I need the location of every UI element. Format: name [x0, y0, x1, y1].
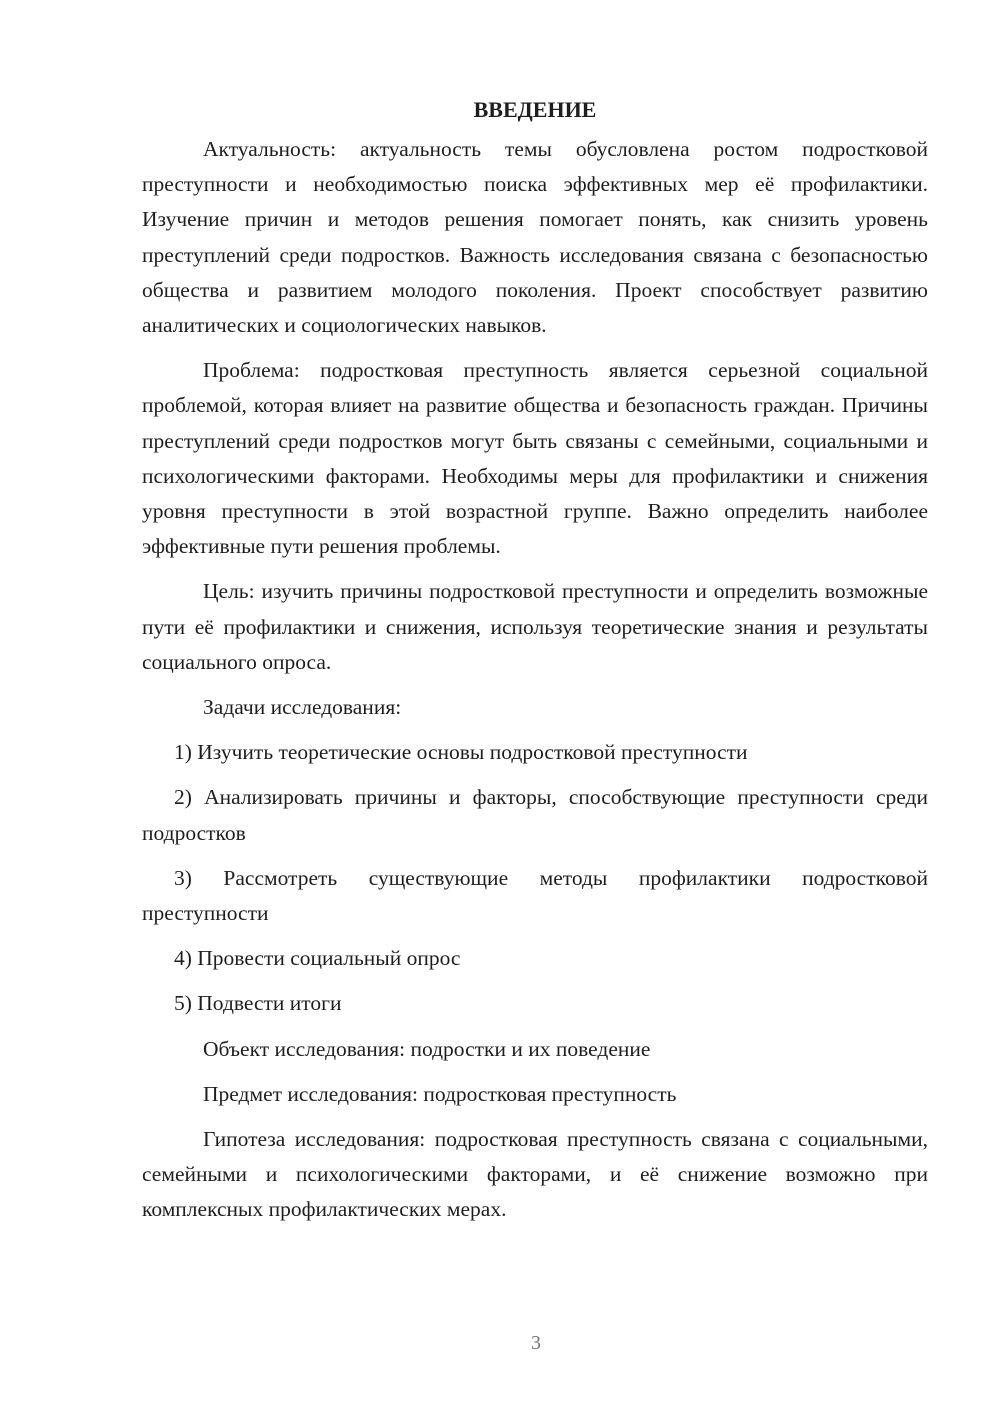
- research-subject: Предмет исследования: подростковая преступность: [203, 1081, 677, 1106]
- page-number: 3: [531, 1332, 541, 1354]
- problem-paragraph: Проблема: подростковая преступность является серьезной социальной проблемой, которая влияет на развитие общества и безопасность граждан. Причины преступлений среди подростков могут быть связаны с семейными, социальными и психологическими факторами. Необходимы меры для профилактики и снижения уровня преступности в этой возрастной группе. Важно определить наиболее эффективные пути решения проблемы.: [142, 358, 928, 559]
- list-item: 3) Рассмотреть существующие методы профилактики подростковой преступности: [142, 865, 928, 926]
- tasks-list: [142, 735, 928, 1021]
- document-page: [142, 92, 928, 1238]
- list-item: 2) Анализировать причины и факторы, способствующие преступности среди подростков: [142, 785, 928, 845]
- relevance-paragraph: Актуальность: актуальность темы обусловлена ростом подростковой преступности и необходимостью поиска эффективных мер её профилактики. Изучение причин и методов решения помогает понять, как снизить уровень преступлений среди подростков. Важность исследования связана с безопасностью общества и развитием молодого поколения. Проект способствует развитию аналитических и социологических навыков.: [142, 137, 928, 338]
- research-object: Объект исследования: подростки и их поведение: [203, 1036, 651, 1061]
- list-item: 5) Подвести итоги: [174, 991, 342, 1016]
- list-item: 4) Провести социальный опрос: [174, 946, 461, 971]
- section-title: ВВЕДЕНИЕ: [473, 97, 597, 122]
- list-item: 1) Изучить теоретические основы подростковой преступности: [174, 740, 748, 765]
- goal-paragraph: Цель: изучить причины подростковой преступности и определить возможные пути её профилактики и снижения, используя теоретические знания и результаты социального опроса.: [142, 579, 928, 674]
- hypothesis-paragraph: Гипотеза исследования: подростковая преступность связана с социальными, семейными и психологическими факторами, и её снижение возможно при комплексных профилактических мерах.: [142, 1127, 928, 1222]
- tasks-heading: Задачи исследования:: [203, 695, 402, 720]
